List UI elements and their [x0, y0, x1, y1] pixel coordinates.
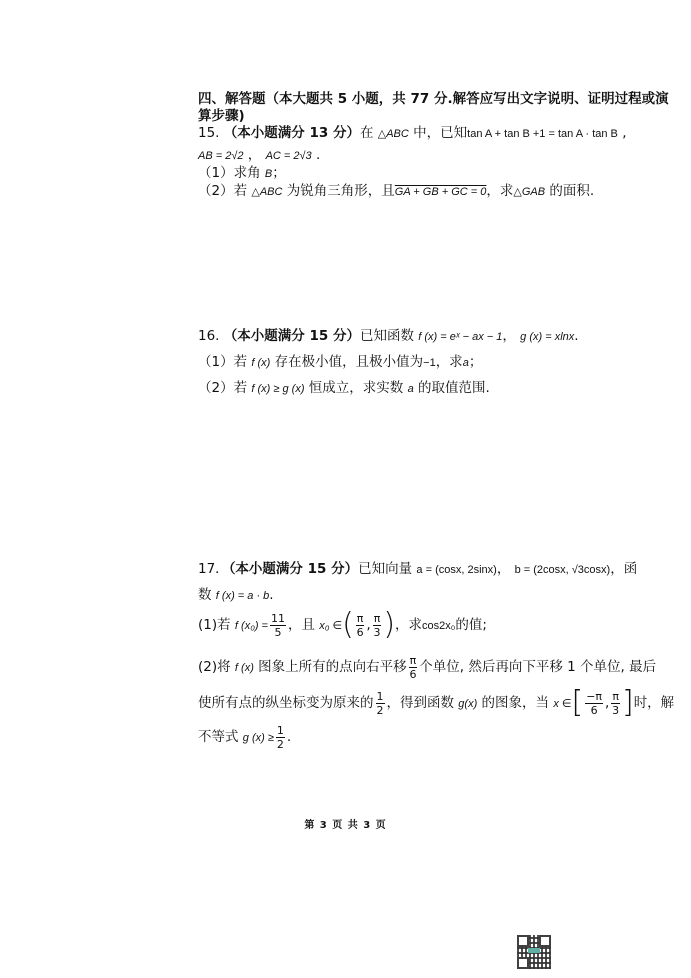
numerator: 1 [376, 689, 384, 703]
q15-given-ab: AB = 2√2 [198, 150, 244, 162]
q15-part2-label: （2） [198, 183, 234, 199]
q17-part2-line3: 不等式 g (x) ≥ $\frac{1}{2}$ . [198, 723, 292, 751]
fraction [356, 612, 365, 639]
numerator: 11 [270, 611, 285, 625]
q17-number: 17． [198, 561, 229, 577]
q17-text: ，函 [610, 561, 638, 577]
q16-part2-label: （2） [198, 380, 234, 396]
numerator: −π [586, 689, 603, 703]
q15-score: （本小题满分 13 分） [223, 125, 360, 141]
page-footer: 第 3 页 共 3 页 [304, 820, 387, 831]
fraction [270, 612, 286, 639]
q17-part1-label: (1)若 [198, 617, 231, 633]
q16-part2-text: 恒成立，求实数 [308, 380, 404, 396]
q17-part2-line1 [198, 652, 656, 683]
q16-part1-label: （1） [198, 354, 234, 370]
q17-stem-cont: 数 f (x) = a · b. [198, 587, 274, 603]
bracket-close: ] [621, 685, 634, 720]
numerator: 1 [276, 723, 284, 737]
q15-stem: 15. （本小题满分 13 分）在 △ABC 中，已知tan A + tan B +1 = tan A · tan B , [198, 125, 627, 141]
q16-text: 已知函数 [359, 328, 414, 344]
q15-part1: （1）求角 B； [198, 165, 286, 181]
q17-score: （本小题满分 15 分） [228, 561, 359, 577]
q15-condition: tan A + tan B +1 = tan A · tan B [467, 128, 618, 140]
qr-finder [517, 957, 529, 969]
q17-f-def: f (x) = a · b [215, 590, 270, 602]
q15-triangle: △ABC [377, 128, 409, 140]
q17-part2-fx: f (x) [234, 662, 254, 674]
q17-part1-text: 的值; [455, 617, 487, 633]
q15-text: 中，已知 [413, 125, 468, 141]
fraction [276, 724, 285, 751]
fraction [409, 654, 418, 681]
q17-part2-text: 的图象，当 [481, 695, 550, 711]
q17-part1-x0: x₀ ∈ [319, 620, 343, 632]
q16-number: 16. [198, 328, 220, 344]
q17-part2-label: (2)将 [198, 659, 231, 675]
q15-part1-var: B [264, 168, 273, 180]
denominator: 6 [409, 667, 417, 681]
q15-part2-triangle: △ABC [251, 186, 283, 198]
q15-number: 15. [198, 125, 220, 141]
qr-code-icon [517, 935, 551, 969]
q16-part1-value: −1 [423, 357, 436, 369]
q15-part2-triangle-gab: △GAB [513, 186, 546, 198]
q16-score: （本小题满分 15 分） [223, 328, 360, 344]
q17-part2-x: x ∈ [553, 698, 572, 710]
q17-part1: (1)若 f (x₀) = $\frac{11}{5}$ ，且 x₀ ∈( $\frac{\pi}{6}$ , $\frac{\pi}{3}$ )，求cos2x₀的值; [198, 607, 487, 642]
q15-part2-text: 为锐角三角形，且 [286, 183, 395, 199]
q17-stem: 17．（本小题满分 15 分）已知向量 a = (cosx, 2sinx)， b = (2cosx, √3cosx)，函 [198, 561, 638, 577]
paren-close: ) [383, 607, 396, 642]
q16-part1-text: 存在极小值，且极小值为 [274, 354, 424, 370]
q17-part2-line2: 使所有点的纵坐标变为原来的 $\frac{1}{2}$ ，得到函数 g(x) 的图象，当 x ∈[ $\frac{-\pi}{6}$ , $\frac{\pi}{3}$ ]时，解 [198, 685, 675, 720]
q16-stem: 16. （本小题满分 15 分）已知函数 f (x) = eˣ − ax − 1， g (x) = xlnx. [198, 328, 579, 344]
q16-part2-inequality: f (x) ≥ g (x) [251, 383, 305, 395]
paren-open: ( [342, 607, 354, 642]
denominator: 2 [276, 737, 284, 751]
fraction [376, 690, 385, 717]
q17-part2-text: 使所有点的纵坐标变为原来的 [198, 695, 374, 711]
q15-part2 [198, 182, 594, 201]
q17-text: 已知向量 [358, 561, 413, 577]
q16-part2-var: a [407, 383, 414, 395]
q15-given-ac: AC = 2√3 [265, 150, 312, 162]
q17-part2-text: 个单位, 然后再向下平移 1 个单位, 最后 [419, 659, 657, 675]
q17-part1-text: ，求 [395, 617, 423, 633]
denominator: 5 [274, 625, 282, 639]
q16-part1-text: ，求 [435, 354, 463, 370]
q16-g-def: g (x) = xlnx [520, 331, 575, 343]
q15-part2-vector-sum: GA + GB + GC = 0 [394, 186, 487, 198]
q17-part2-text: 图象上所有的点向右平移 [258, 659, 407, 675]
q16-part2-text: 若 [233, 380, 248, 396]
denominator: 3 [612, 703, 620, 717]
q16-f-def: f (x) = eˣ − ax − 1 [418, 331, 503, 343]
q17-part1-expr: cos2x₀ [422, 620, 456, 632]
q16-part1-text: 若 [233, 354, 248, 370]
q16-part1-var: a [462, 357, 469, 369]
q17-part2-inequality: g (x) ≥ [242, 732, 274, 744]
q16-part1-fx: f (x) [251, 357, 271, 369]
fraction [585, 690, 603, 717]
q16-part1: （1）若 f (x) 存在极小值，且极小值为−1，求a； [198, 354, 483, 370]
fraction [611, 690, 620, 717]
q15-part1-text: 求角 [233, 165, 261, 181]
section-title-line1: 四、解答题（本大题共 5 小题，共 77 分.解答应写出文字说明、证明过程或演 [198, 91, 669, 107]
q16-part2 [198, 379, 490, 398]
denominator: 6 [590, 703, 598, 717]
qr-logo [528, 948, 540, 953]
fraction [373, 612, 382, 639]
q17-vector-b: b = (2cosx, √3cosx) [514, 564, 611, 576]
q17-text: 数 [198, 587, 212, 603]
q15-text: 在 [359, 125, 374, 141]
q17-part2-text: 不等式 [198, 729, 239, 745]
numerator: π [409, 653, 417, 667]
denominator: 3 [373, 625, 381, 639]
denominator: 2 [376, 703, 384, 717]
q17-part2-text: 时，解 [633, 695, 675, 711]
q17-part2-gx: g(x) [458, 698, 478, 710]
q15-part2-text: ，求 [486, 183, 514, 199]
q17-vector-a: a = (cosx, 2sinx) [416, 564, 497, 576]
denominator: 6 [356, 625, 364, 639]
qr-finder [539, 935, 551, 947]
q17-part1-text: ，且 [287, 617, 315, 633]
bracket-open: [ [571, 685, 584, 720]
q15-part2-text: 若 [233, 183, 248, 199]
numerator: π [612, 689, 619, 703]
q15-given: AB = 2√2 ， AC = 2√3 . [198, 147, 321, 163]
qr-finder [517, 935, 529, 947]
numerator: π [356, 611, 364, 625]
q17-part2-text: ，得到函数 [386, 695, 454, 711]
numerator: π [373, 611, 381, 625]
q17-part1-fx0: f (x₀) = [234, 620, 268, 632]
q16-part2-text: 的取值范围. [418, 380, 490, 396]
q15-part1-label: （1） [198, 165, 234, 181]
q15-part2-text: 的面积. [549, 183, 595, 199]
section-title-line2: 算步骤) [198, 108, 245, 124]
